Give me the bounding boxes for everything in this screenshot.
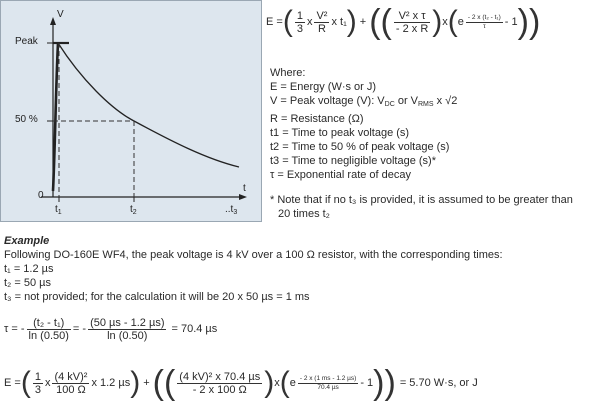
where-row-v: V = Peak voltage (V): $V_{DC}$ or $V_{RMS}$ x √2 [270,95,458,108]
where-row-t1: t1 = Time to peak voltage (s) [270,127,410,139]
where-row-r: R = Resistance (Ω) [270,113,364,125]
e-frac-v2-r: $\frac{\text{(4 kV)²}}{100 \Omega}$ [54,370,88,396]
energy-formula [266,4,540,40]
e-lhs: E = [4,377,21,389]
paren-close-inner: ) [432,5,443,38]
e-frac-v2-tau: $\frac{\text{(4 kV)² x 70.4 µs}}{- 2 x 100 \Omega}$ [179,370,261,396]
double-paren-open: (( [369,3,392,41]
example-t1: t₁ = 1.2 µs [4,263,54,275]
decay-curve [58,43,239,167]
where-row-t3: t3 = Time to negligible voltage (s)* [270,155,437,167]
tau-formula [4,314,217,344]
e-double-paren-close: )) [373,364,396,402]
e-paren-close-inner: ) [264,366,275,399]
tau-result: = 70.4 µs [171,323,218,335]
y-axis-arrow [50,17,56,25]
example-title: Example [4,235,50,247]
t1-term: x t₁ [331,16,347,28]
e-times: x [44,377,51,389]
minus-one: - 1 [504,16,518,28]
formula-lhs: E = [266,16,283,28]
tau-eq-minus: = - [72,323,87,335]
times-sign: x [306,16,313,28]
x-axis-label: t [243,183,246,194]
tau-frac-symbolic: $\frac{\text{(t₂ - t₁)}}{\ln (0.50)}$ [28,316,69,342]
e-exp-base: e [289,377,296,389]
peak-label: Peak [15,36,38,47]
t1-label: $t_1$ [55,204,62,216]
e-plus: + [143,377,150,389]
where-row-tau: τ = Exponential rate of decay [270,169,412,181]
frac-v2-tau: $\frac{\text{V² x τ}}{\text{- 2 x R}}$ [395,9,429,35]
plus-sign: + [359,16,367,28]
where-row-t2: t2 = Time to 50 % of peak voltage (s) [270,141,450,153]
rise-curve [53,43,58,191]
tau-lhs: τ = - [4,323,25,335]
exp-power: $\frac{\text{- 2 x (t₂ - t₁)}}{\tau}$ [467,13,501,30]
tau-frac-numeric: $\frac{\text{(50 µs - 1.2 µs)}}{\ln (0.50)}$ [90,316,165,342]
where-row-e: E = Energy (W·s or J) [270,81,377,93]
example-intro: Following DO-160E WF4, the peak voltage is 4 kV over a 100 Ω resistor, with the corresponding times: [4,249,503,261]
times-sign-2: x [442,16,448,28]
note-line-1: * Note that if no t₃ is provided, it is assumed to be greater than [270,194,573,206]
example-section [4,234,598,304]
e-paren-open: ( [20,366,31,399]
frac-v2-r: $\frac{\text{V²}}{R}$ [316,9,328,35]
e-paren-close: ) [130,366,141,399]
note-line-2: 20 times t₂ [278,208,330,220]
where-legend [270,66,457,182]
energy-example-formula [4,364,478,402]
e-paren-open-exp: ( [279,366,290,399]
paren-open-exp: ( [447,5,458,38]
y-axis-label: V [57,9,64,20]
x-axis-arrow [239,194,247,200]
e-minus-one: - 1 [360,377,374,389]
e-exp-power: $\frac{\text{- 2 x (1 ms - 1.2 µs)}}{\text{70.4 µs}}$ [299,374,357,391]
waveform-panel [0,0,262,222]
paren-close: ) [346,5,357,38]
frac-one-third: $\frac{1}{3}$ [296,9,303,35]
example-t2: t₂ = 50 µs [4,277,51,289]
e-times-2: x [274,377,280,389]
e-frac-one-third: $\frac{1}{3}$ [34,370,41,396]
e-result: = 5.70 W·s, or J [399,377,478,389]
where-title: Where: [270,67,306,79]
origin-label: 0 [38,190,44,201]
exp-base: e [457,16,464,28]
half-label: 50 % [15,114,38,125]
e-double-paren-open: (( [152,364,176,402]
e-t1-term: x 1.2 µs [91,377,131,389]
example-t3: t₃ = not provided; for the calculation it will be 20 x 50 µs = 1 ms [4,291,310,303]
t3-label: $..t_3$ [225,204,238,216]
paren-open: ( [282,5,293,38]
t2-label: $t_2$ [130,204,137,216]
double-paren-close: )) [517,3,541,41]
